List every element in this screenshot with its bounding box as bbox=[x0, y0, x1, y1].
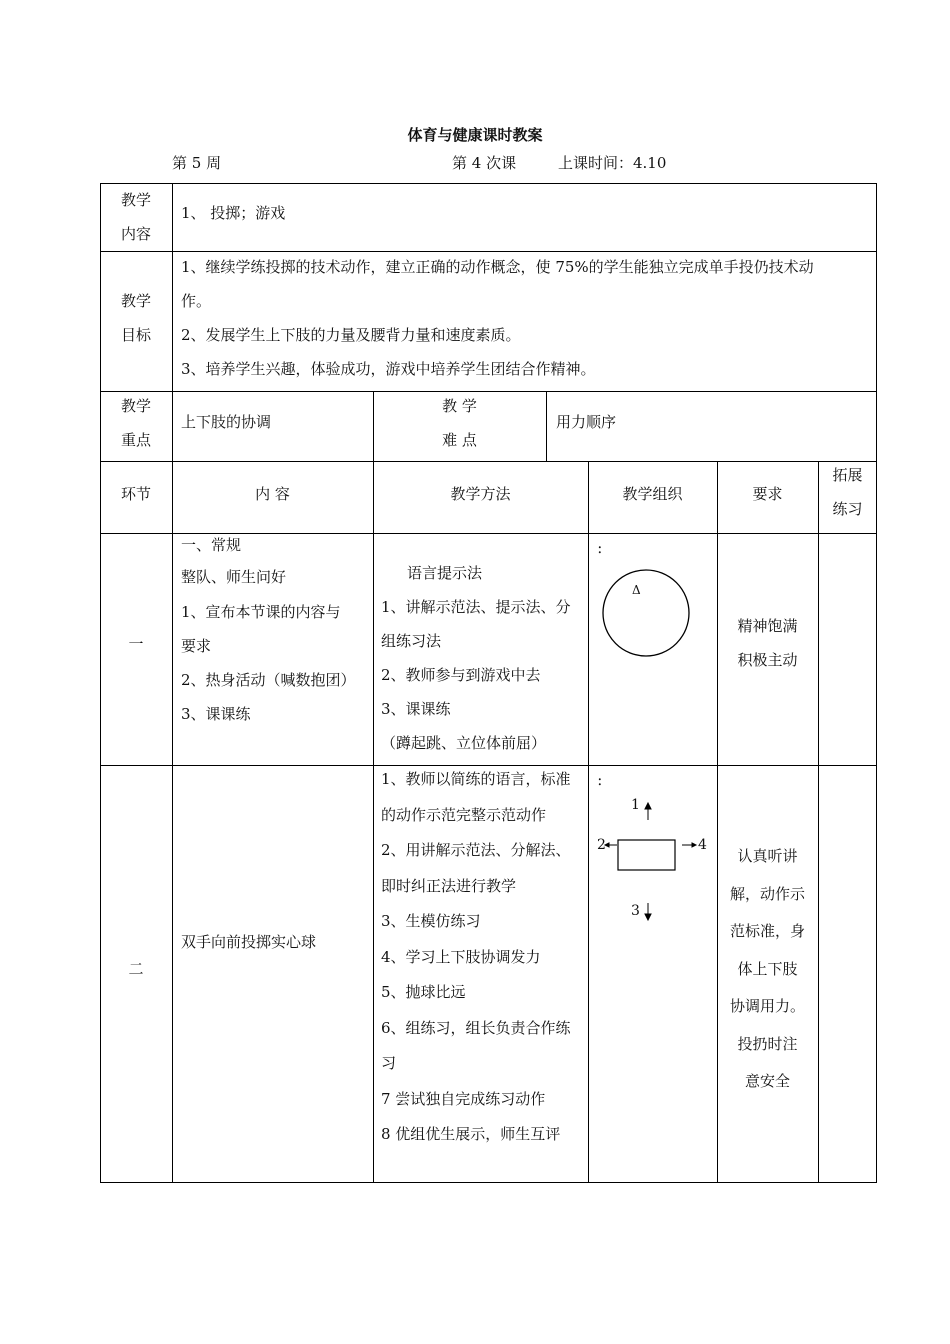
goal-line: 1、继续学练投掷的技术动作，建立正确的动作概念，使 75%的学生能独立完成单手投仍技术动 bbox=[181, 258, 814, 276]
teaching-goals-list bbox=[181, 250, 814, 386]
section-content-1: 一、常规 整队、师生问好 1、宣布本节课的内容与 要求 2、热身活动（喊数抱团） 3、课课练 bbox=[181, 536, 356, 723]
organization-colon: ： bbox=[597, 774, 610, 788]
station-label-right: 4 bbox=[698, 837, 707, 853]
section-stage-1: 一 bbox=[128, 635, 144, 653]
arrow-right-icon bbox=[682, 843, 696, 847]
difficulty-label: 教 学 难 点 bbox=[442, 397, 477, 449]
section-method-2: 1、教师以简练的语言，标准 的动作示范完整示范动作 2、用讲解示范法、分解法、 即时纠正法进行教学 3、生模仿练习 4、学习上下肢协调发力 5、抛球比远 6、组练习，组长负责合作练 习 7 尝试独自完成练习动作 8 优组优生展示，师生互评 bbox=[381, 770, 571, 1143]
section-requirement-2: 认真听讲 解，动作示 范标准，身 体上下肢 协调用力。 投扔时注 意安全 bbox=[729, 847, 805, 1090]
goal-line: 2、发展学生上下肢的力量及腰背力量和速度素质。 bbox=[181, 326, 521, 344]
column-header-content: 内 容 bbox=[255, 485, 290, 503]
station-label-left: 2 bbox=[597, 837, 606, 853]
goal-line: 3、培养学生兴趣，体验成功，游戏中培养学生团结合作精神。 bbox=[181, 360, 596, 378]
teacher-position-marker: Δ bbox=[632, 583, 641, 597]
arrow-down-icon bbox=[645, 903, 651, 920]
column-divider bbox=[818, 461, 819, 1183]
formation-circle bbox=[603, 570, 689, 656]
keypoint-value: 上下肢的协调 bbox=[181, 413, 272, 431]
column-header-organization: 教学组织 bbox=[622, 485, 683, 503]
column-header-requirement: 要求 bbox=[752, 485, 783, 503]
difficulty-value: 用力顺序 bbox=[556, 413, 617, 431]
arrow-left-icon bbox=[605, 843, 617, 847]
section-content-2: 双手向前投掷实心球 bbox=[181, 933, 317, 951]
section-stage-2: 二 bbox=[128, 960, 144, 978]
lesson-label: 第 4 次课 bbox=[452, 154, 517, 172]
column-header-stage: 环节 bbox=[120, 485, 151, 503]
section-method-1: 语言提示法 1、讲解示范法、提示法、分 组练习法 2、教师参与到游戏中去 3、课课练 （蹲起跳、立位体前屈） bbox=[381, 564, 571, 752]
keypoint-row-label: 教学 重点 bbox=[120, 397, 151, 449]
organization-colon: ： bbox=[597, 542, 610, 556]
content-row-label: 教学 内容 bbox=[120, 191, 151, 243]
week-label: 第 5 周 bbox=[172, 154, 222, 172]
circle-formation-diagram bbox=[588, 533, 717, 765]
document-title: 体育与健康课时教案 bbox=[407, 126, 543, 144]
station-label-top: 1 bbox=[631, 797, 640, 813]
formation-rectangle bbox=[618, 840, 675, 870]
goals-row-label: 教学 目标 bbox=[120, 292, 151, 344]
column-divider bbox=[172, 183, 173, 1183]
column-header-method: 教学方法 bbox=[450, 485, 511, 503]
arrow-up-icon bbox=[645, 803, 651, 820]
row-divider bbox=[100, 461, 877, 462]
section-requirement-1: 精神饱满 积极主动 bbox=[737, 617, 798, 669]
class-time: 上课时间：4.10 bbox=[558, 154, 667, 172]
column-divider bbox=[546, 391, 547, 461]
goal-line: 作。 bbox=[181, 292, 212, 310]
column-header-extension: 拓展 练习 bbox=[832, 466, 863, 518]
station-label-bottom: 3 bbox=[631, 903, 640, 919]
teaching-content-value: 1、 投掷；游戏 bbox=[181, 204, 286, 222]
direction-formation-diagram bbox=[588, 765, 717, 1183]
